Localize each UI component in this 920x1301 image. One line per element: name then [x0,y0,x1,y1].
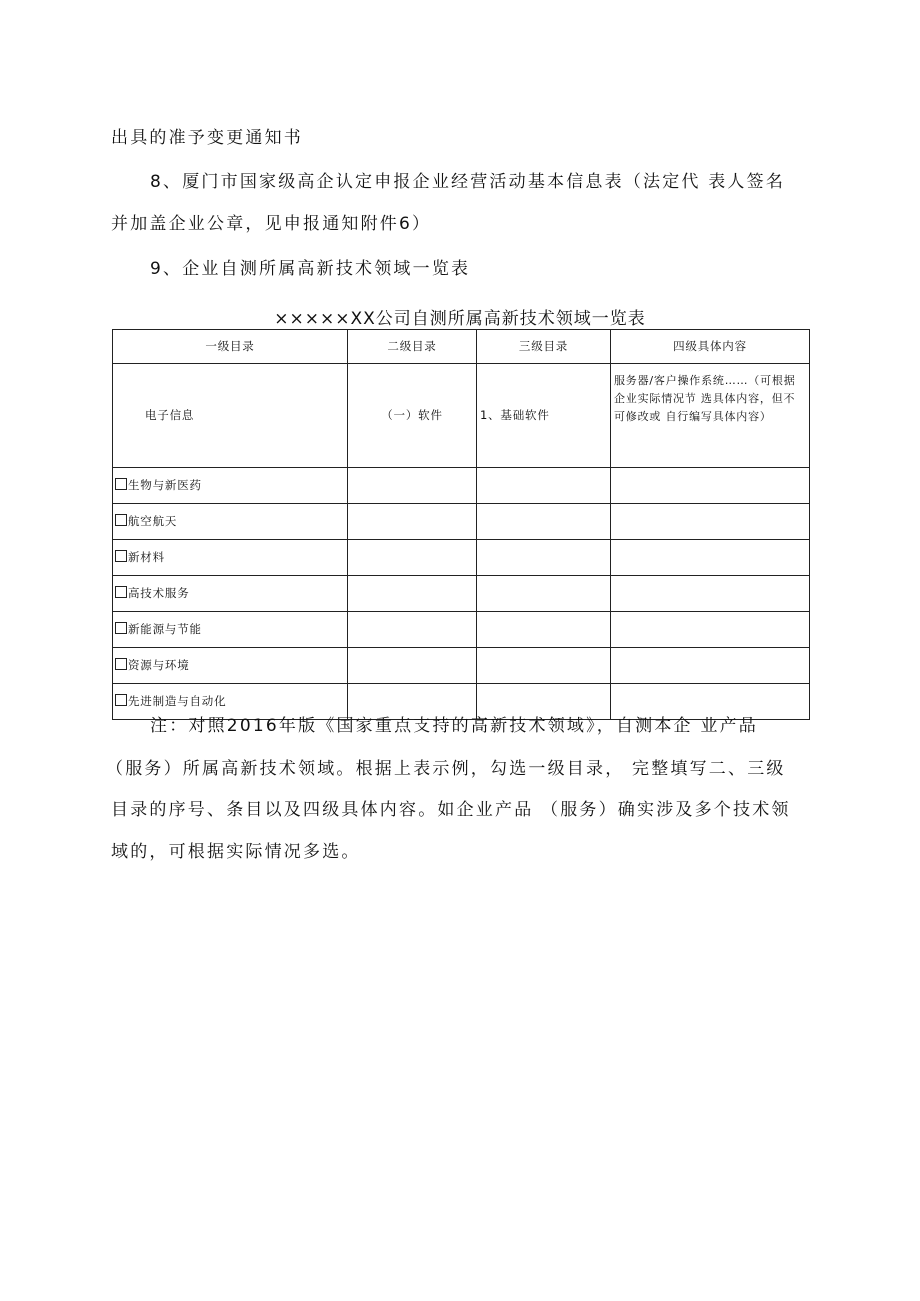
example-level2: （一）软件 [348,364,477,468]
level2-cell[interactable] [348,576,477,612]
row-label: 高技术服务 [128,586,190,600]
level2-cell[interactable] [348,684,477,720]
example-level3: 1、基础软件 [477,364,611,468]
level4-cell[interactable] [611,612,810,648]
table-row [113,612,810,648]
note-line2: （服务）所属高新技术领域。根据上表示例，勾选一级目录， 完整填写二、三级 [106,759,786,779]
checkbox[interactable] [115,694,127,706]
header-level1: 一级目录 [113,330,348,364]
item-9-heading: 9、企业自测所属高新技术领域一览表 [150,259,471,279]
level4-cell[interactable] [611,684,810,720]
level2-cell[interactable] [348,468,477,504]
checkbox[interactable] [115,586,127,598]
item-8-line2: 并加盖企业公章，见申报通知附件6） [111,214,432,234]
table-row [113,576,810,612]
row-label: 航空航天 [128,514,178,528]
example-row [113,364,810,468]
level2-cell[interactable] [348,612,477,648]
paragraph-continuation: 出具的准予变更通知书 [111,128,303,148]
table-row [113,504,810,540]
level3-cell[interactable] [477,468,611,504]
row-label: 生物与新医药 [128,478,202,492]
table-row [113,684,810,720]
header-level2: 二级目录 [348,330,477,364]
note-line3: 目录的序号、条目以及四级具体内容。如企业产品 （服务）确实涉及多个技术领 [111,800,791,820]
level3-cell[interactable] [477,504,611,540]
level4-cell[interactable] [611,576,810,612]
level2-cell[interactable] [348,504,477,540]
level3-cell[interactable] [477,576,611,612]
item-8-line1: 8、厦门市国家级高企认定申报企业经营活动基本信息表（法定代 表人签名 [150,172,786,192]
note-line1: 注：对照2016年版《国家重点支持的高新技术领域》，自测本企 业产品 [150,716,758,736]
row-label: 新能源与节能 [128,622,202,636]
note-line4: 域的，可根据实际情况多选。 [111,842,361,862]
table-title: ×××××XX公司自测所属高新技术领域一览表 [274,309,646,329]
level2-cell[interactable] [348,540,477,576]
level3-cell[interactable] [477,612,611,648]
checkbox[interactable] [115,658,127,670]
level4-cell[interactable] [611,648,810,684]
checkbox[interactable] [115,550,127,562]
row-label: 新材料 [128,550,165,564]
level3-cell[interactable] [477,648,611,684]
table-row [113,540,810,576]
checkbox[interactable] [115,514,127,526]
header-level3: 三级目录 [477,330,611,364]
level3-cell[interactable] [477,540,611,576]
row-label: 资源与环境 [128,658,190,672]
table-row [113,468,810,504]
header-level4: 四级具体内容 [611,330,810,364]
level4-cell[interactable] [611,504,810,540]
table-header-row [113,330,810,364]
level4-cell[interactable] [611,540,810,576]
row-label: 先进制造与自动化 [128,694,227,708]
tech-field-table [112,329,810,720]
table-row [113,648,810,684]
level4-cell[interactable] [611,468,810,504]
level3-cell[interactable] [477,684,611,720]
example-level1: 电子信息 [113,364,348,468]
checkbox[interactable] [115,478,127,490]
level2-cell[interactable] [348,648,477,684]
checkbox[interactable] [115,622,127,634]
example-level4: 服务器/客户操作系统……（可根据企业实际情况节 选具体内容，但不可修改或 自行编写具体内容） [611,364,810,468]
